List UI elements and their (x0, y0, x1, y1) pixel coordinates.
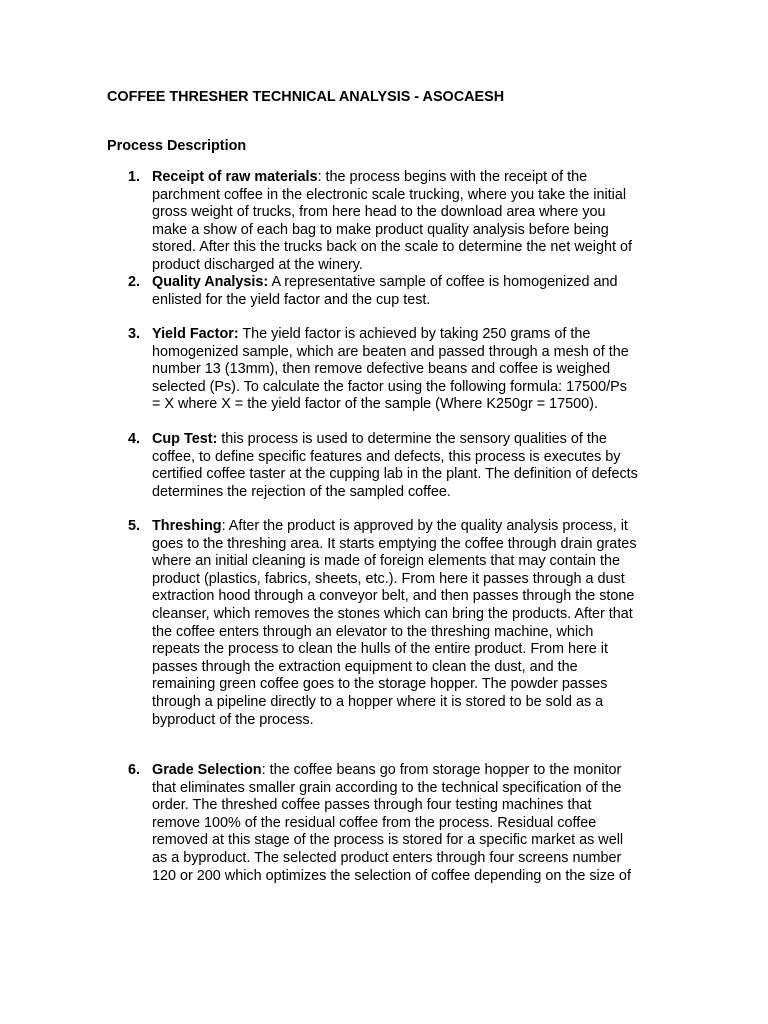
process-step (128, 431, 668, 501)
step-line (152, 169, 668, 187)
step-body (152, 274, 668, 309)
step-number: 4. (128, 431, 141, 447)
step-line: 120 or 200 which optimizes the selection of coffee depending on the size of (152, 867, 631, 884)
step-body (152, 518, 668, 729)
step-line: order. The threshed coffee passes through four testing machines that (152, 797, 592, 814)
step-line: passes through the extraction equipment to clean the dust, and the (152, 658, 578, 675)
step-line: remaining green coffee goes to the storage hopper. The powder passes (152, 676, 608, 693)
process-step (128, 169, 668, 275)
step-line: certified coffee taster at the cupping lab in the plant. The definition of defects (152, 466, 638, 483)
step-number: 5. (128, 518, 141, 534)
step-line (152, 431, 668, 449)
step-line: enlisted for the yield factor and the cup test. (152, 291, 431, 308)
step-text: this process is used to determine the sensory qualities of the (217, 431, 607, 447)
step-label: Yield Factor: (152, 326, 239, 342)
step-line: selected (Ps). To calculate the factor using the following formula: 17500/Ps (152, 378, 627, 395)
step-line: removed at this stage of the process is stored for a specific market as well (152, 832, 624, 849)
step-line: the coffee enters through an elevator to the threshing machine, which (152, 623, 594, 640)
step-body (152, 326, 668, 414)
step-line: byproduct of the process. (152, 711, 314, 728)
step-line: parchment coffee in the electronic scale trucking, where you take the initial (152, 186, 627, 203)
step-number: 1. (128, 169, 141, 185)
step-number: 2. (128, 274, 141, 290)
process-step (128, 762, 668, 885)
process-step (128, 518, 668, 729)
step-line: cleanser, which removes the stones which can bring the products. After that (152, 605, 633, 622)
step-number: 6. (128, 762, 141, 778)
step-body (152, 762, 668, 885)
step-body (152, 169, 668, 275)
step-line: homogenized sample, which are beaten and passed through a mesh of the (152, 343, 629, 360)
step-line: coffee, to define specific features and defects, this process is executes by (152, 448, 621, 465)
step-label: Quality Analysis: (152, 274, 269, 290)
step-text: : After the product is approved by the quality analysis process, it (221, 518, 628, 534)
step-line: goes to the threshing area. It starts emptying the coffee through drain grates (152, 535, 637, 552)
step-line: = X where X = the yield factor of the sample (Where K250gr = 17500). (152, 396, 598, 413)
process-step (128, 274, 668, 309)
step-line: that eliminates smaller grain according to the technical specification of the (152, 779, 622, 796)
step-text: A representative sample of coffee is homogenized and (268, 274, 618, 290)
step-text: : the process begins with the receipt of the (317, 169, 588, 185)
section-heading: Process Description (107, 138, 247, 154)
step-text: : the coffee beans go from storage hopper to the monitor (261, 762, 622, 778)
step-line: as a byproduct. The selected product enters through four screens number (152, 849, 622, 866)
step-line: where an initial cleaning is made of foreign elements that may contain the (152, 553, 620, 570)
step-text: The yield factor is achieved by taking 250 grams of the (238, 326, 591, 342)
step-line: extraction hood through a conveyor belt, and then passes through the stone (152, 588, 635, 605)
step-line (152, 762, 668, 780)
step-line: repeats the process to clean the hulls of the entire product. From here it (152, 641, 608, 658)
step-line: product discharged at the winery. (152, 256, 363, 273)
step-line: number 13 (13mm), then remove defective beans and coffee is weighed (152, 361, 611, 378)
step-line: product (plastics, fabrics, sheets, etc.). From here it passes through a dust (152, 570, 625, 587)
document-title: COFFEE THRESHER TECHNICAL ANALYSIS - ASOCAESH (107, 89, 505, 105)
step-line: remove 100% of the residual coffee from the process. Residual coffee (152, 814, 597, 831)
step-line (152, 326, 668, 344)
step-line: make a show of each bag to make product quality analysis before being (152, 221, 609, 238)
process-step (128, 326, 668, 414)
step-label: Receipt of raw materials (152, 169, 318, 185)
step-label: Threshing (152, 518, 222, 534)
step-number: 3. (128, 326, 141, 342)
step-line: gross weight of trucks, from here head to the download area where you (152, 204, 606, 221)
step-line: stored. After this the trucks back on the scale to determine the net weight of (152, 239, 632, 256)
step-line (152, 518, 668, 536)
step-line: through a pipeline directly to a hopper where it is stored to be sold as a (152, 693, 604, 710)
step-line: determines the rejection of the sampled coffee. (152, 483, 451, 500)
step-body (152, 431, 668, 501)
step-label: Cup Test: (152, 431, 218, 447)
step-label: Grade Selection (152, 762, 262, 778)
step-line (152, 274, 668, 292)
